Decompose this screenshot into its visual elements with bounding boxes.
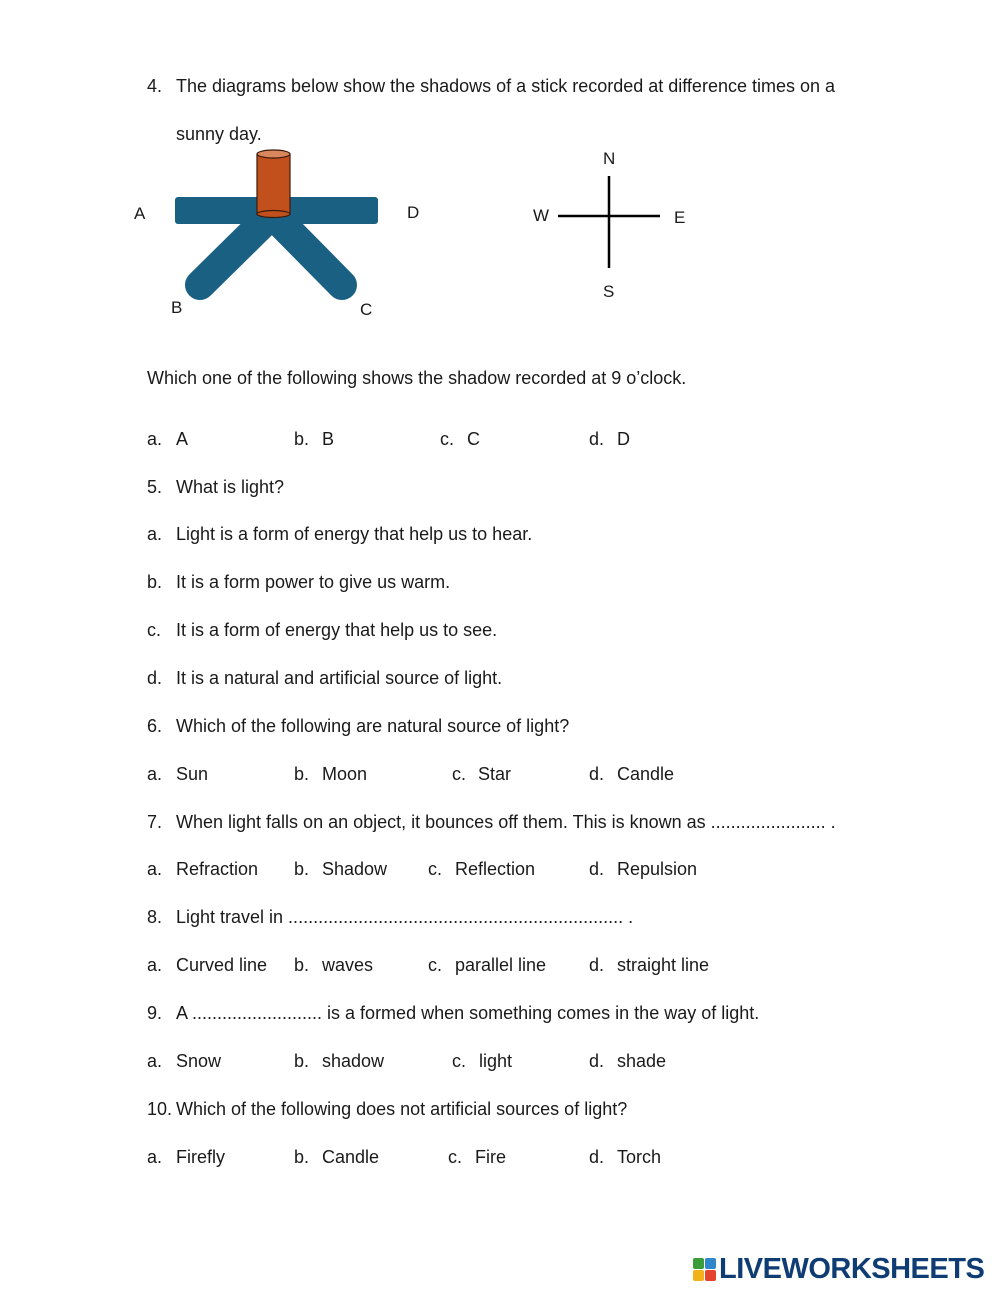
option-letter: b.	[294, 1147, 310, 1167]
option-letter: c.	[452, 764, 467, 784]
q4-question-line1: The diagrams below show the shadows of a stick recorded at difference times on a	[176, 76, 836, 96]
option-text: Refraction	[176, 859, 259, 879]
option-letter: d.	[589, 1147, 605, 1167]
option-letter: a.	[147, 524, 163, 544]
option-letter: d.	[589, 764, 605, 784]
q10-option-a[interactable]	[147, 1146, 225, 1168]
option-letter: b.	[294, 429, 310, 449]
option-text: shadow	[322, 1051, 385, 1071]
q10-question: Which of the following does not artificial sources of light?	[176, 1099, 628, 1119]
diagram-label-a: A	[134, 204, 146, 223]
q9-option-d[interactable]	[589, 1050, 667, 1072]
shadow-arm-b	[200, 214, 272, 285]
shadow-arm-c	[272, 214, 342, 285]
q8-option-c[interactable]	[428, 954, 547, 976]
option-text: Star	[478, 764, 512, 784]
q4-number: 4.	[147, 76, 163, 96]
q5-option-c[interactable]	[147, 619, 498, 641]
q4-option-d[interactable]	[589, 428, 630, 450]
option-text: shade	[617, 1051, 667, 1071]
compass-east: E	[674, 208, 686, 227]
q8-option-d[interactable]	[589, 954, 710, 976]
option-text: It is a form power to give us warm.	[176, 572, 451, 592]
option-text: Shadow	[322, 859, 388, 879]
q7-option-d[interactable]	[589, 858, 698, 880]
option-text: Moon	[322, 764, 368, 784]
q6-question: Which of the following are natural source of light?	[176, 716, 570, 736]
q9-option-c[interactable]	[452, 1050, 513, 1072]
q6-option-c[interactable]	[452, 763, 512, 785]
liveworksheets-logo[interactable]	[693, 1253, 984, 1285]
q4-option-c[interactable]	[440, 428, 480, 450]
option-text: Torch	[617, 1147, 662, 1167]
q4-prompt: Which one of the following shows the shadow recorded at 9 o’clock.	[147, 368, 687, 388]
q5-number: 5.	[147, 477, 163, 497]
q7-number: 7.	[147, 812, 163, 832]
option-text: straight line	[617, 955, 710, 975]
option-letter: c.	[428, 955, 443, 975]
diagram-label-b: B	[171, 298, 183, 317]
q7-option-c[interactable]	[428, 858, 536, 880]
option-letter: a.	[147, 1051, 163, 1071]
option-letter: b.	[147, 572, 163, 592]
option-text: Candle	[617, 764, 675, 784]
option-text: A	[176, 429, 189, 449]
q8-option-a[interactable]	[147, 954, 268, 976]
option-text: Repulsion	[617, 859, 698, 879]
option-letter: c.	[428, 859, 443, 879]
option-text: parallel line	[455, 955, 547, 975]
compass-south: S	[603, 282, 615, 301]
q4-option-b[interactable]	[294, 428, 335, 450]
option-text: Reflection	[455, 859, 536, 879]
option-text: B	[322, 429, 335, 449]
option-letter: c.	[448, 1147, 463, 1167]
q10-option-b[interactable]	[294, 1146, 380, 1168]
option-letter: b.	[294, 1051, 310, 1071]
option-text: D	[617, 429, 630, 449]
option-letter: d.	[589, 859, 605, 879]
q8-option-b[interactable]	[294, 954, 374, 976]
compass-west: W	[533, 206, 550, 225]
option-text: It is a form of energy that help us to see.	[176, 620, 498, 640]
q7-option-a[interactable]	[147, 858, 259, 880]
option-letter: c.	[440, 429, 455, 449]
option-letter: d.	[147, 668, 163, 688]
q6-option-d[interactable]	[589, 763, 675, 785]
q5-option-d[interactable]	[147, 667, 503, 689]
option-letter: c.	[452, 1051, 467, 1071]
q6-option-a[interactable]	[147, 763, 209, 785]
diagram-label-d: D	[407, 203, 420, 222]
compass-north: N	[603, 149, 616, 168]
q6-number: 6.	[147, 716, 163, 736]
q5-question: What is light?	[176, 477, 285, 497]
option-letter: a.	[147, 955, 163, 975]
q8-number: 8.	[147, 907, 163, 927]
option-letter: b.	[294, 955, 310, 975]
q9-number: 9.	[147, 1003, 163, 1023]
option-letter: d.	[589, 955, 605, 975]
option-text: Light is a form of energy that help us to hear.	[176, 524, 533, 544]
q10-option-d[interactable]	[589, 1146, 662, 1168]
option-letter: d.	[589, 429, 605, 449]
option-letter: a.	[147, 429, 163, 449]
brand-name: LIVEWORKSHEETS	[719, 1252, 985, 1285]
q7-question: When light falls on an object, it bounces off them. This is known as ....................... .	[176, 812, 836, 832]
option-letter: a.	[147, 764, 163, 784]
q9-option-a[interactable]	[147, 1050, 222, 1072]
option-text: Candle	[322, 1147, 380, 1167]
option-text: C	[467, 429, 480, 449]
diagram-label-c: C	[360, 300, 373, 319]
q10-option-c[interactable]	[448, 1146, 506, 1168]
q7-option-b[interactable]	[294, 858, 388, 880]
option-text: light	[479, 1051, 513, 1071]
q10-number: 10.	[147, 1099, 173, 1119]
option-text: It is a natural and artificial source of light.	[176, 668, 503, 688]
logo-mark-icon	[693, 1258, 716, 1281]
option-letter: b.	[294, 764, 310, 784]
q5-option-a[interactable]	[147, 523, 533, 545]
option-text: Snow	[176, 1051, 222, 1071]
q4-question-line2: sunny day.	[176, 124, 262, 144]
q9-question: A .......................... is a formed when something comes in the way of light.	[176, 1003, 760, 1023]
option-text: waves	[322, 955, 374, 975]
q4-option-a[interactable]	[147, 428, 189, 450]
stick-top	[257, 150, 290, 158]
option-text: Curved line	[176, 955, 268, 975]
option-text: Sun	[176, 764, 209, 784]
option-letter: c.	[147, 620, 162, 640]
option-letter: d.	[589, 1051, 605, 1071]
stick	[257, 150, 290, 218]
q8-question: Light travel in ................................................................... .	[176, 907, 634, 927]
shadow-diagram	[120, 140, 400, 330]
q9-option-b[interactable]	[294, 1050, 385, 1072]
option-text: Firefly	[176, 1147, 225, 1167]
option-text: Fire	[475, 1147, 506, 1167]
q5-option-b[interactable]	[147, 571, 451, 593]
option-letter: a.	[147, 1147, 163, 1167]
option-letter: a.	[147, 859, 163, 879]
q6-option-b[interactable]	[294, 763, 368, 785]
option-letter: b.	[294, 859, 310, 879]
